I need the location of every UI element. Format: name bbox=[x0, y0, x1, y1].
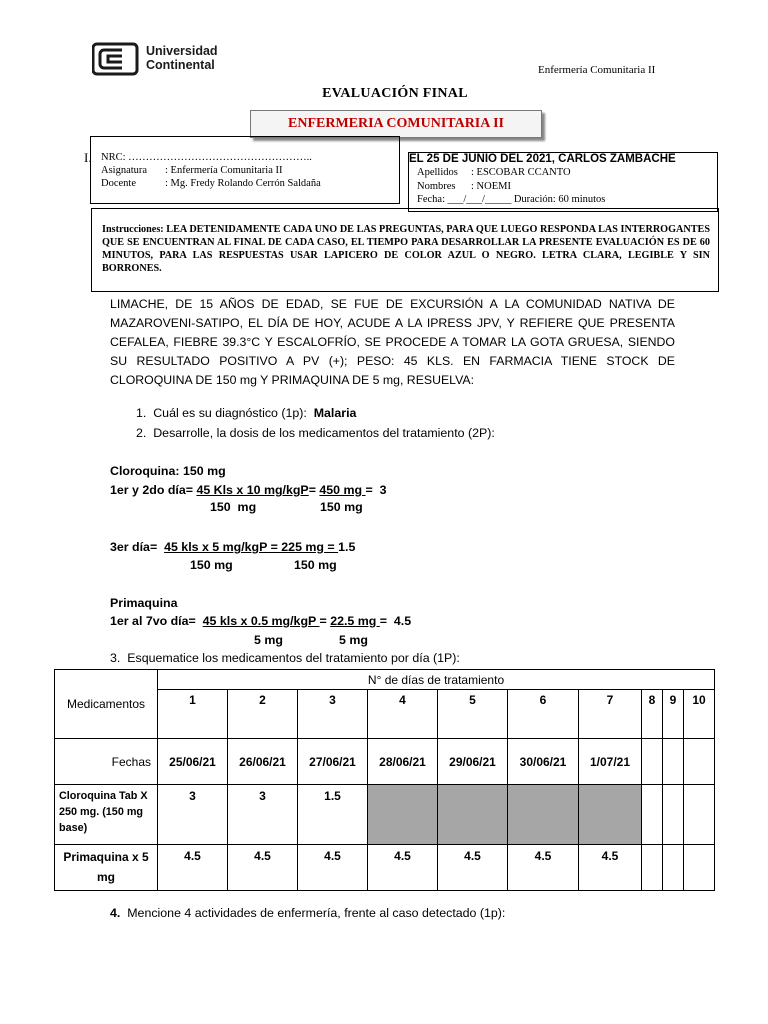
cloroquina-shaded-cell bbox=[438, 785, 508, 845]
cloroquina-shaded-cell bbox=[368, 785, 438, 845]
docente-row bbox=[101, 177, 321, 190]
date-cell bbox=[663, 739, 684, 785]
nombres-value: : NOEMI bbox=[471, 181, 511, 192]
cloroquina-label: Cloroquina Tab X 250 mg. (150 mg base) bbox=[55, 785, 158, 845]
q1-text: Cuál es su diagnóstico (1p): bbox=[153, 406, 307, 420]
prima-denominator: 5 mg bbox=[254, 633, 283, 647]
apellidos-value: : ESCOBAR CCANTO bbox=[471, 167, 571, 178]
primaquina-dose-cell bbox=[642, 845, 663, 891]
date-cell: 27/06/21 bbox=[298, 739, 368, 785]
cloroquina-dose-cell bbox=[663, 785, 684, 845]
primaquina-title: Primaquina bbox=[110, 596, 178, 610]
fechas-label: Fechas bbox=[55, 739, 158, 785]
day-number-cell: 6 bbox=[508, 690, 579, 739]
primaquina-formula bbox=[110, 614, 411, 628]
date-cell: 28/06/21 bbox=[368, 739, 438, 785]
asignatura-value: : Enfermería Comunitaria II bbox=[165, 165, 283, 176]
prima-prefix: 1er al 7vo día= bbox=[110, 614, 203, 628]
nrc-label: NRC: bbox=[101, 152, 126, 163]
date-cell: 29/06/21 bbox=[438, 739, 508, 785]
prima-numerator: 45 kls x 0.5 mg/kgP bbox=[202, 614, 320, 628]
docente-label: Docente bbox=[101, 178, 136, 189]
docente-value: : Mg. Fredy Rolando Cerrón Saldaña bbox=[165, 178, 321, 189]
treatment-schedule-table bbox=[54, 669, 715, 891]
nrc-row bbox=[101, 151, 312, 164]
q3-number: 3. bbox=[110, 651, 121, 665]
cloroquina-row bbox=[55, 785, 715, 845]
course-title-box: ENFERMERIA COMUNITARIA II bbox=[250, 110, 542, 138]
cloroquina-shaded-cell bbox=[579, 785, 642, 845]
case-description: LIMACHE, DE 15 AÑOS DE EDAD, SE FUE DE EXCURSIÓN A LA COMUNIDAD NATIVA DE MAZAROVENI-SATIPO, EL DÍA DE HOY, ACUDE A LA IPRESS JPV, Y REFIERE QUE PRESENTA CEFALEA, FIEBRE 39.3°C Y ESCALOFRÍO, SE PROCEDE A TOMAR LA GOTA GRUESA, SIENDO SU RESULTADO POSITIVO A PV (+); PESO: 45 KLS. EN FARMACIA TIENE STOCK DE CLOROQUINA DE 150 mg Y PRIMAQUINA DE 5 mg, RESUELVA: bbox=[110, 297, 675, 387]
cloro-d3-result: 1.5 bbox=[338, 540, 356, 554]
case-title: EL 25 DE JUNIO DEL 2021, CARLOS ZAMBACHE bbox=[409, 153, 676, 165]
cloro-d12-numerator: 45 Kls x 10 mg/kgP bbox=[196, 483, 309, 497]
university-logo-icon bbox=[92, 42, 140, 76]
question-1 bbox=[136, 406, 356, 420]
cloro-d12-prefix: 1er y 2do día= bbox=[110, 483, 197, 497]
day-number-cell: 10 bbox=[684, 690, 715, 739]
day-number-cell: 4 bbox=[368, 690, 438, 739]
asignatura-label: Asignatura bbox=[101, 165, 148, 176]
medicamentos-header: Medicamentos bbox=[55, 670, 158, 739]
asignatura-row bbox=[101, 164, 283, 177]
day-number-cell: 2 bbox=[228, 690, 298, 739]
q3-text: Esquematice los medicamentos del tratamiento por día (1P): bbox=[127, 651, 460, 665]
prima-denominator2: 5 mg bbox=[339, 633, 368, 647]
course-info-box bbox=[90, 136, 400, 204]
primaquina-dose-cell bbox=[663, 845, 684, 891]
date-cell: 30/06/21 bbox=[508, 739, 579, 785]
question-3 bbox=[110, 651, 460, 665]
cloro-d12-denominator: 150 mg bbox=[210, 500, 257, 514]
q1-number: 1. bbox=[136, 406, 147, 420]
cloroquina-shaded-cell bbox=[508, 785, 579, 845]
cloroquina-dose-cell: 3 bbox=[228, 785, 298, 845]
instructions-paragraph bbox=[92, 209, 718, 275]
primaquina-dose-cell: 4.5 bbox=[228, 845, 298, 891]
cloroquina-day12-formula bbox=[110, 483, 387, 497]
cloroquina-dose-cell: 3 bbox=[158, 785, 228, 845]
day-number-cell: 8 bbox=[642, 690, 663, 739]
cloroquina-dose-cell bbox=[642, 785, 663, 845]
cloro-d3-numerator: 45 kls x 5 mg/kgP = 225 mg = bbox=[164, 540, 339, 554]
nombres-row bbox=[417, 180, 511, 193]
primaquina-dose-cell bbox=[684, 845, 715, 891]
fecha-duracion-row: Fecha: ___/___/_____ Duración: 60 minutos bbox=[417, 194, 606, 205]
cloro-d3-denominator2: 150 mg bbox=[294, 558, 337, 572]
university-name-line2: Continental bbox=[146, 58, 215, 72]
date-cell bbox=[642, 739, 663, 785]
apellidos-label: Apellidos bbox=[417, 167, 458, 178]
university-name bbox=[146, 44, 218, 72]
cloroquina-day3-formula bbox=[110, 540, 355, 554]
cloro-d12-numerator2: 450 mg bbox=[319, 483, 366, 497]
course-header: Enfermería Comunitaria II bbox=[538, 64, 656, 76]
primaquina-row bbox=[55, 845, 715, 891]
question-4 bbox=[110, 906, 505, 920]
primaquina-dose-cell: 4.5 bbox=[579, 845, 642, 891]
date-cell: 1/07/21 bbox=[579, 739, 642, 785]
prima-numerator2: 22.5 mg bbox=[330, 614, 380, 628]
prima-mid: = bbox=[319, 614, 331, 628]
date-cell: 25/06/21 bbox=[158, 739, 228, 785]
cloro-d12-mid: = bbox=[308, 483, 320, 497]
day-number-cell: 1 bbox=[158, 690, 228, 739]
cloroquina-title: Cloroquina: 150 mg bbox=[110, 464, 226, 478]
q4-text: Mencione 4 actividades de enfermería, frente al caso detectado (1p): bbox=[127, 906, 506, 920]
primaquina-dose-cell: 4.5 bbox=[298, 845, 368, 891]
cloro-d12-result: = 3 bbox=[365, 483, 387, 497]
instructions-box bbox=[91, 208, 719, 292]
date-cell bbox=[684, 739, 715, 785]
student-info-box bbox=[408, 152, 718, 212]
day-number-cell: 9 bbox=[663, 690, 684, 739]
cloro-d12-denominator2: 150 mg bbox=[320, 500, 363, 514]
primaquina-label: Primaquina x 5 mg bbox=[55, 845, 158, 891]
nombres-label: Nombres bbox=[417, 181, 456, 192]
q4-number: 4. bbox=[110, 906, 121, 920]
apellidos-row bbox=[417, 166, 571, 179]
q2-number: 2. bbox=[136, 426, 147, 440]
instructions-label: Instrucciones: bbox=[102, 224, 164, 235]
q2-text: Desarrolle, la dosis de los medicamentos del tratamiento (2P): bbox=[153, 426, 495, 440]
day-number-cell: 7 bbox=[579, 690, 642, 739]
q1-answer: Malaria bbox=[313, 406, 357, 420]
primaquina-dose-cell: 4.5 bbox=[158, 845, 228, 891]
primaquina-dose-cell: 4.5 bbox=[368, 845, 438, 891]
day-number-cell: 3 bbox=[298, 690, 368, 739]
section-marker: I. bbox=[84, 150, 92, 165]
primaquina-dose-cell: 4.5 bbox=[438, 845, 508, 891]
question-2 bbox=[136, 426, 495, 440]
dates-row bbox=[55, 739, 715, 785]
primaquina-dose-cell: 4.5 bbox=[508, 845, 579, 891]
university-name-line1: Universidad bbox=[146, 44, 218, 58]
days-header: N° de días de tratamiento bbox=[158, 670, 715, 690]
cloroquina-dose-cell bbox=[684, 785, 715, 845]
exam-title: EVALUACIÓN FINAL bbox=[322, 86, 468, 101]
cloro-d3-denominator: 150 mg bbox=[190, 558, 233, 572]
cloro-d3-prefix: 3er día= bbox=[110, 540, 165, 554]
cloroquina-dose-cell: 1.5 bbox=[298, 785, 368, 845]
date-cell: 26/06/21 bbox=[228, 739, 298, 785]
day-number-cell: 5 bbox=[438, 690, 508, 739]
instructions-text: LEA DETENIDAMENTE CADA UNO DE LAS PREGUNTAS, PARA QUE LUEGO RESPONDA LAS INTERROGANTES QUE SE ENCUENTRAN AL FINAL DE CADA CASO, EL TIEMPO PARA DESARROLLAR LA PRESENTE EVALUACIÓN ES DE 60 MINUTOS, PARA LAS RESPUESTAS USAR LAPICERO DE COLOR AZUL O NEGRO. LETRA CLARA, LEGIBLE Y SIN BORRONES. bbox=[102, 224, 710, 274]
nrc-value: …………………………………………….. bbox=[128, 152, 312, 163]
prima-result: = 4.5 bbox=[379, 614, 412, 628]
